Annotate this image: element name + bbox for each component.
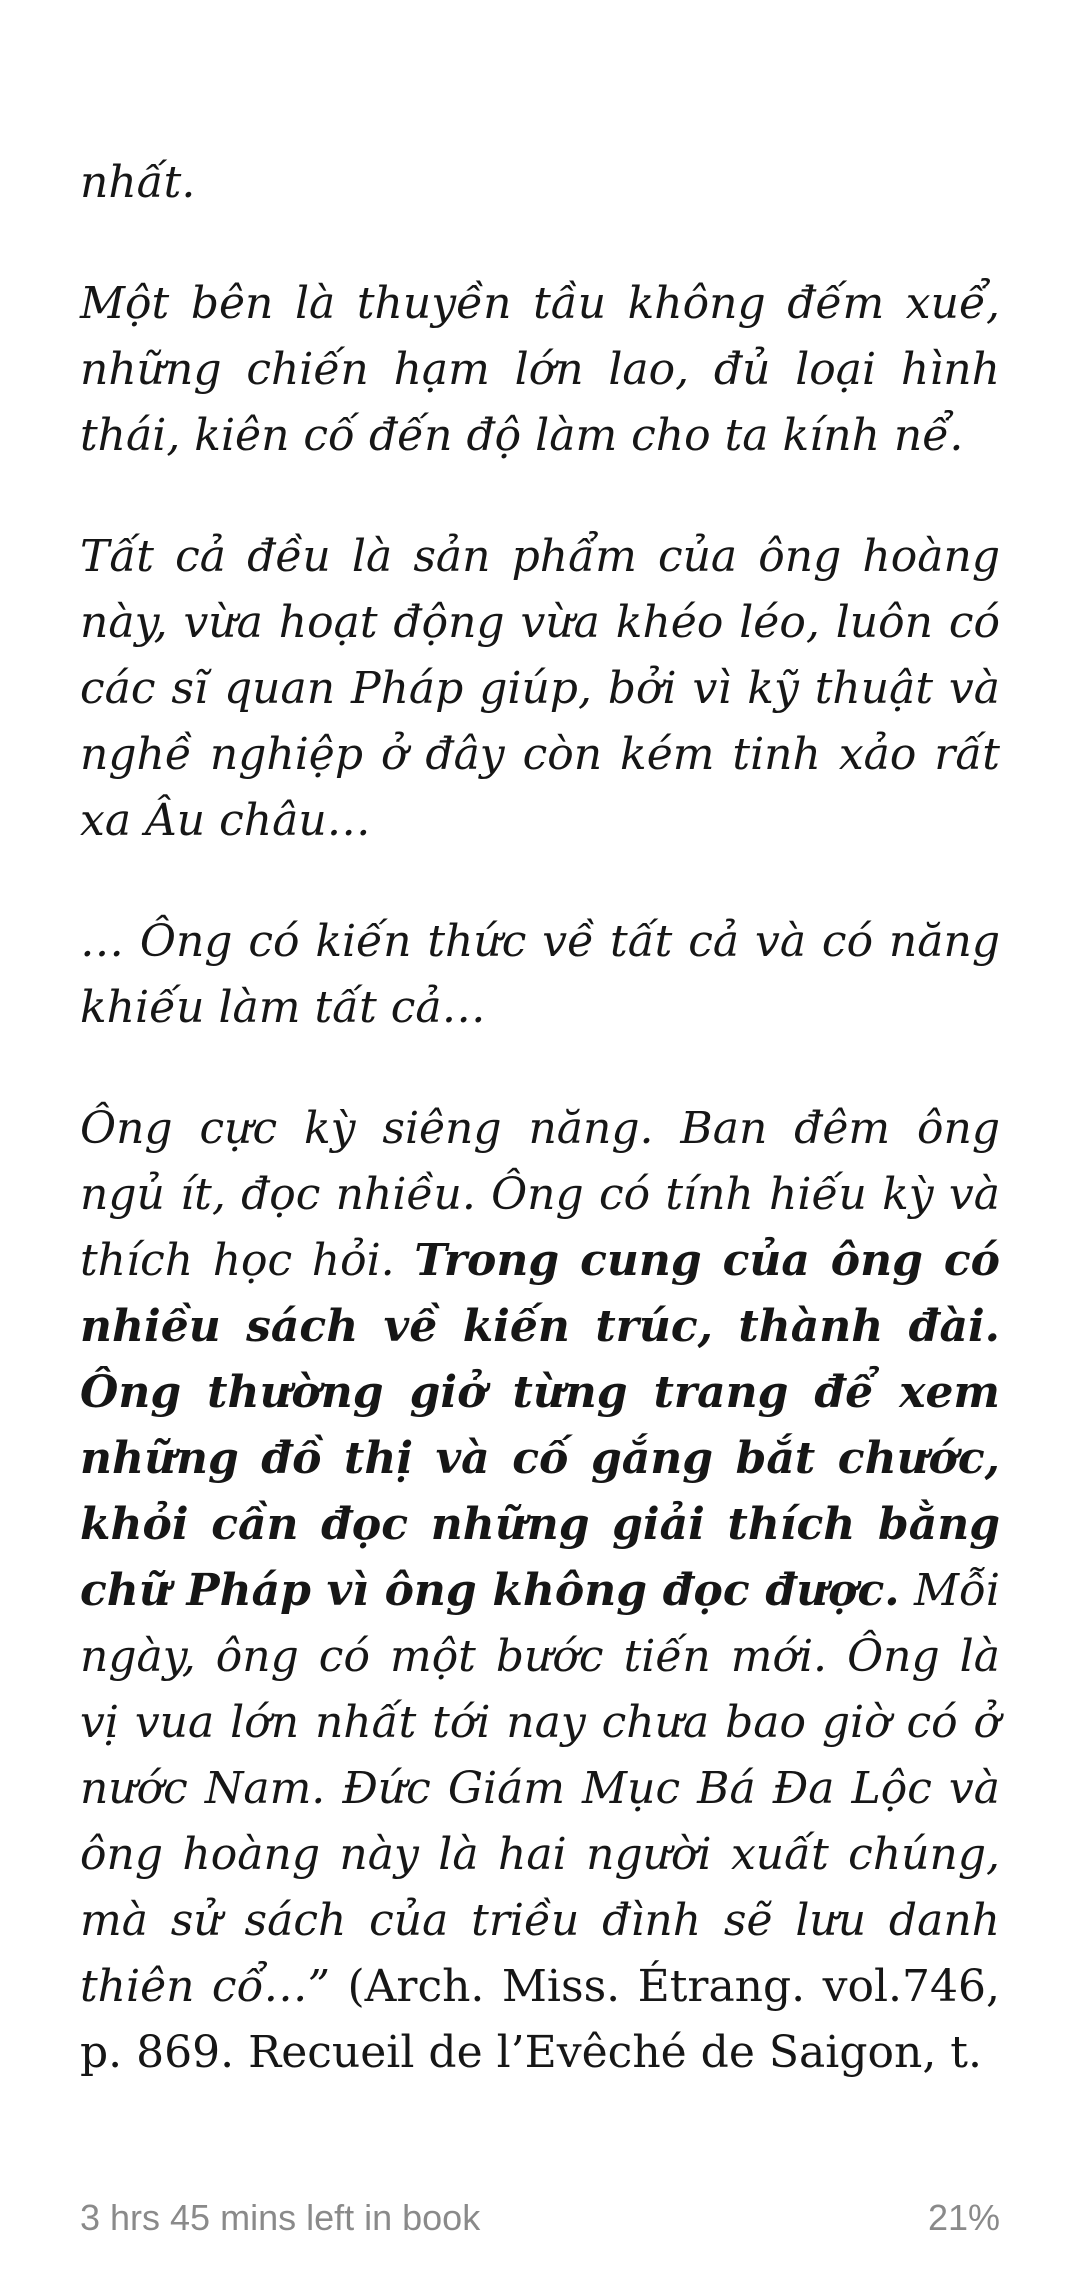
reading-footer [80, 2190, 1000, 2246]
paragraph-2: Một bên là thuyền tầu không đếm xuể, những chiến hạm lớn lao, đủ loại hình thái, kiên cố đến độ làm cho ta kính nể. [80, 278, 1000, 461]
citation-text: (Arch. Miss. Étrang. vol.746, p. 869. Recueil de l’Evêché de Saigon, t. [80, 1961, 1001, 2078]
paragraph-1: nhất. [80, 157, 196, 208]
progress-percent: 21% [927, 2197, 1000, 2238]
time-left-label[interactable]: 3 hrs 45 mins left in book [80, 2197, 481, 2238]
reading-page[interactable] [80, 150, 1000, 2141]
paragraph-4: … Ông có kiến thức về tất cả và có năng khiếu làm tất cả… [80, 916, 1000, 1033]
paragraph-5-text: Ông cực kỳ siêng năng. Ban đêm ông ngủ ít, đọc nhiều. Ông có tính hiếu kỳ và thích học hỏi. [80, 1103, 1000, 1286]
highlighted-text: Trong cung của ông có nhiều sách về kiến trúc, thành đài. Ông thường giở từng trang để xem những đồ thị và cố gắng bắt chước, khỏi cần đọc những giải thích bằng chữ Pháp vì ông không đọc được. [80, 1235, 1001, 1616]
paragraph-5-text-continued: Mỗi ngày, ông có một bước tiến mới. Ông là vị vua lớn nhất tới nay chưa bao giờ có ở nước Nam. Đức Giám Mục Bá Đa Lộc và ông hoàng này là hai người xuất chúng, mà sử sách của triều đình sẽ lưu danh thiên cổ…” [80, 1565, 1000, 2012]
paragraph-3: Tất cả đều là sản phẩm của ông hoàng này, vừa hoạt động vừa khéo léo, luôn có các sĩ quan Pháp giúp, bởi vì kỹ thuật và nghề nghiệp ở đây còn kém tinh xảo rất xa Âu châu… [80, 531, 1000, 846]
paragraph-5 [80, 1096, 1000, 2086]
